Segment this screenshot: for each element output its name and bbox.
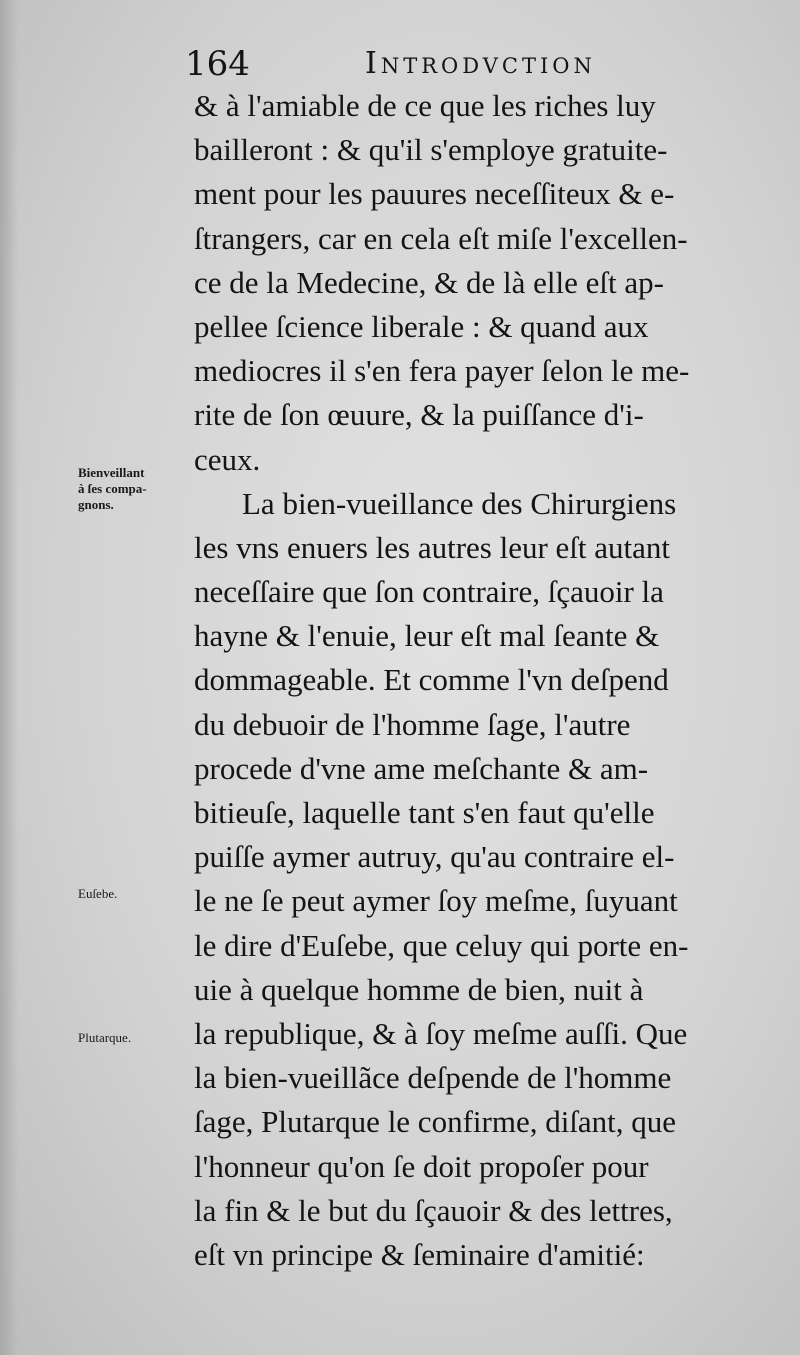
text-line: bitieuſe, laquelle tant s'en faut qu'elle [194,795,655,830]
text-line: ceux. [194,441,261,477]
running-title: Introdvction [365,46,596,81]
text-line: la republique, & à ſoy meſme auſſi. Que [194,1015,688,1051]
text-line: le dire d'Euſebe, que celuy qui porte en- [194,927,689,963]
paragraph-start-line: La bien-vueillance des Chirurgiens [242,485,677,521]
margin-note-line: gnons. [78,497,114,512]
margin-note-line: à ſes compa- [78,481,147,496]
text-line: ſtrangers, car en cela eſt miſe l'excellen- [194,220,688,256]
text-line: procede d'vne ame meſchante & am- [194,750,649,786]
margin-note-line: Bienveillant [78,465,145,480]
text-line: du debuoir de l'homme ſage, l'autre [194,706,631,742]
text-line: neceſſaire que ſon contraire, ſçauoir la [194,574,664,610]
text-line: la bien-vueillãce deſpende de l'homme [194,1060,672,1096]
text-line: hayne & l'enuie, leur eſt mal ſeante & [194,618,660,654]
text-line: la fin & le but du ſçauoir & des lettres, [194,1192,673,1228]
text-line: rite de ſon œuure, & la puiſſance d'i- [194,397,644,433]
page-binding-shadow [0,0,18,1355]
text-line: l'honneur qu'on ſe doit propoſer pour [194,1148,649,1184]
text-line: ſage, Plutarque le confirme, diſant, que [194,1104,677,1140]
text-line: les vns enuers les autres leur eſt autant [194,529,671,565]
margin-note-plutarque: Plutarque. [78,1030,132,1045]
margin-note-bienveillant [78,465,147,513]
text-line: ment pour les pauures neceſſiteux & e- [194,176,675,212]
page-header [185,40,785,90]
text-line: & à l'amiable de ce que les riches luy [194,88,656,123]
body-text [194,84,784,1277]
text-line: eſt vn principe & ſeminaire d'amitié: [194,1236,645,1272]
text-line: dommageable. Et comme l'vn deſpend [194,662,669,698]
text-line: bailleront : & qu'il s'employe gratuite- [194,132,668,168]
text-line: pellee ſcience liberale : & quand aux [194,308,649,344]
text-line: le ne ſe peut aymer ſoy meſme, ſuyuant [194,883,678,919]
text-line: mediocres il s'en fera payer ſelon le me- [194,353,690,389]
page-number: 164 [185,44,250,84]
text-line: uie à quelque homme de bien, nuit à [194,971,644,1007]
text-line: puiſſe aymer autruy, qu'au contraire el- [194,839,675,875]
margin-note-eusebe: Euſebe. [78,886,118,901]
text-line: ce de la Medecine, & de là elle eſt ap- [194,264,664,300]
